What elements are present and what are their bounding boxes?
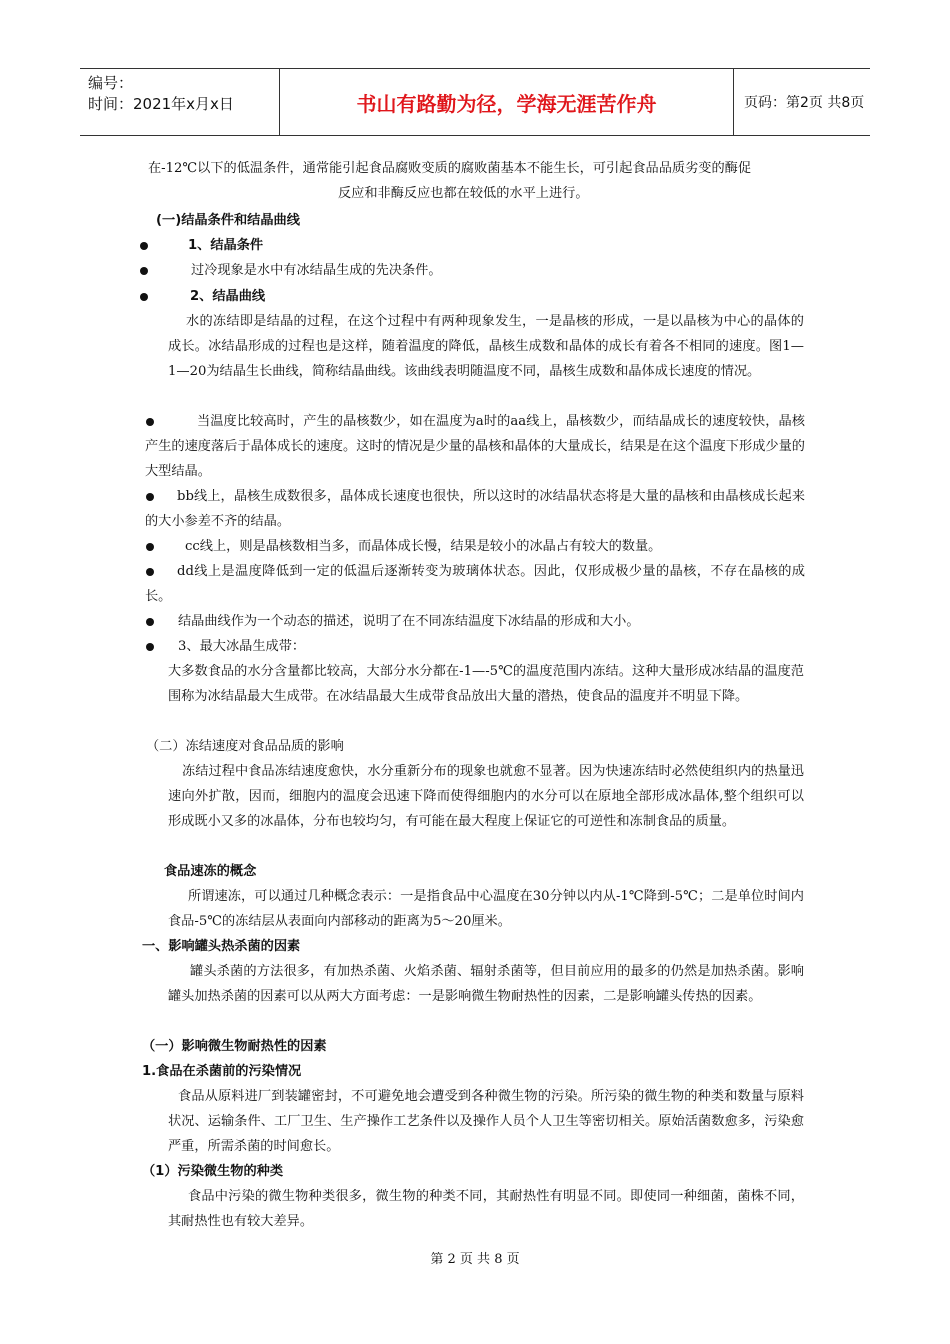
- bullet-icon: [146, 643, 154, 651]
- bullet-icon: [146, 618, 154, 626]
- section-heading-1: (一)结晶条件和结晶曲线: [156, 213, 300, 228]
- paragraph: bb线上，晶核生成数很多，晶体成长速度也很快，所以这时的冰结晶状态将是大量的晶核和由晶核成长起来的大小参差不齐的结晶。: [145, 489, 805, 529]
- bullet-icon: [140, 242, 148, 250]
- heading-2: （一）影响微生物耐热性的因素: [142, 1039, 327, 1054]
- page-footer: 第 2 页 共 8 页: [430, 1252, 520, 1267]
- bullet-item: 2、结晶曲线: [148, 284, 265, 309]
- paragraph: 所谓速冻，可以通过几种概念表示：一是指食品中心温度在30分钟以内从-1℃降到-5℃；二是单位时间内食品-5℃的冻结层从表面向内部移动的距离为5～20厘米。: [168, 889, 804, 929]
- section-heading-2: （二）冻结速度对食品品质的影响: [146, 739, 344, 754]
- page-header: [80, 68, 870, 136]
- heading-1: 一、影响罐头热杀菌的因素: [142, 939, 301, 954]
- paragraph: 食品从原料进厂到装罐密封，不可避免地会遭受到各种微生物的污染。所污染的微生物的种类和数量与原料状况、运输条件、工厂卫生、生产操作工艺条件以及操作人员个人卫生等密切相关。原始活菌数愈多，污染愈严重，所需杀菌的时间愈长。: [168, 1089, 804, 1154]
- header-meta: [80, 69, 280, 135]
- paragraph: cc线上，则是晶核数相当多，而晶体成长慢，结果是较小的冰晶占有较大的数量。: [185, 539, 662, 554]
- paragraph: 当温度比较高时，产生的晶核数少，如在温度为a时的aa线上，晶核数少，而结晶成长的速度较快，晶核产生的速度落后于晶体成长的速度。这时的情况是少量的晶核和晶体的大量成长，结果是在这个温度下形成少量的大型结晶。: [145, 414, 805, 479]
- intro-line-1: 在-12℃以下的低温条件，通常能引起食品腐败变质的腐败菌基本不能生长，可引起食品品质劣变的酶促: [148, 161, 752, 176]
- header-motto: 书山有路勤为径，学海无涯苦作舟: [280, 69, 734, 135]
- paragraph: 冻结过程中食品冻结速度愈快，水分重新分布的现象也就愈不显著。因为快速冻结时必然使组织内的热量迅速向外扩散，因而，细胞内的温度会迅速下降而使得细胞内的水分可以在原地全部形成冰晶体,整个组织可以形成既小又多的冰晶体，分布也较均匀，有可能在最大程度上保证它的可逆性和冻制食品的质量。: [168, 764, 804, 829]
- paragraph: 罐头杀菌的方法很多，有加热杀菌、火焰杀菌、辐射杀菌等，但目前应用的最多的仍然是加热杀菌。影响罐头加热杀菌的因素可以从两大方面考虑：一是影响微生物耐热性的因素，二是影响罐头传热的因素。: [168, 964, 804, 1004]
- bullet-icon: [146, 568, 154, 576]
- bullet-icon: [146, 543, 154, 551]
- paragraph: 大多数食品的水分含量都比较高，大部分水分都在-1—-5℃的温度范围内冻结。这种大量形成冰结晶的温度范围称为冰结晶最大生成带。在冰结晶最大生成带食品放出大量的潜热，使食品的温度并不明显下降。: [168, 664, 804, 704]
- intro-line-2: 反应和非酶反应也都在较低的水平上进行。: [338, 186, 589, 201]
- bullet-item: 1、结晶条件: [148, 233, 263, 258]
- bullet-icon: [146, 418, 154, 426]
- heading-3: 1.食品在杀菌前的污染情况: [142, 1064, 302, 1079]
- header-page-number: 页码：第2页 共8页: [744, 95, 865, 111]
- document-number: 编号：: [88, 74, 134, 92]
- document-date: 时间：2021年x月x日: [88, 95, 234, 113]
- bullet-icon: [146, 493, 154, 501]
- bullet-item: 过冷现象是水中有冰结晶生成的先决条件。: [148, 258, 442, 283]
- subheading: 食品速冻的概念: [164, 864, 257, 879]
- heading-4: （1）污染微生物的种类: [142, 1164, 284, 1179]
- paragraph: 食品中污染的微生物种类很多，微生物的种类不同，其耐热性有明显不同。即使同一种细菌，菌株不同，其耐热性也有较大差异。: [168, 1189, 804, 1229]
- paragraph: dd线上是温度降低到一定的低温后逐渐转变为玻璃体状态。因此，仅形成极少量的晶核，不存在晶核的成长。: [145, 564, 805, 604]
- bullet-icon: [140, 267, 148, 275]
- paragraph: 结晶曲线作为一个动态的描述，说明了在不同冻结温度下冰结晶的形成和大小。: [178, 614, 640, 629]
- bullet-icon: [140, 293, 148, 301]
- paragraph: 水的冻结即是结晶的过程，在这个过程中有两种现象发生，一是晶核的形成，一是以晶核为中心的晶体的成长。冰结晶形成的过程也是这样，随着温度的降低，晶核生成数和晶体的成长有着各不相同的速度。图1—1—20为结晶生长曲线，简称结晶曲线。该曲线表明随温度不同，晶核生成数和晶体成长速度的情况。: [168, 314, 804, 379]
- paragraph: 3、最大冰晶生成带：: [178, 639, 306, 654]
